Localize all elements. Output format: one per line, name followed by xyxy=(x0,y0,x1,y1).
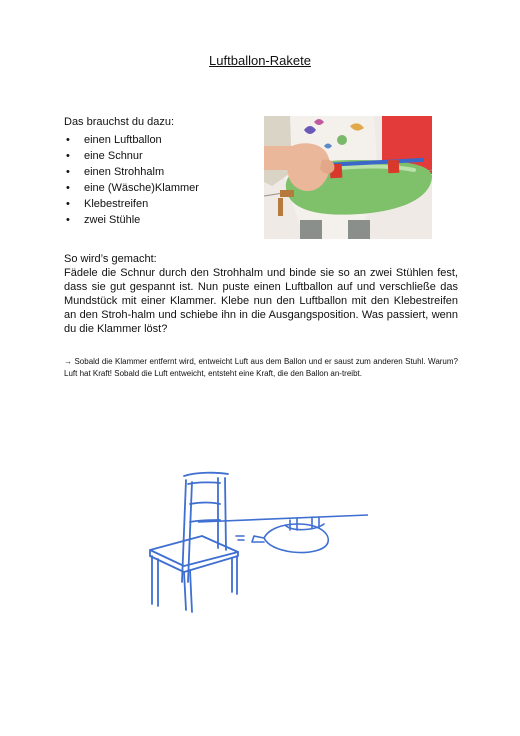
materials-heading: Das brauchst du dazu: xyxy=(64,116,175,128)
chair-balloon-sketch xyxy=(140,462,370,622)
instructions-text: Fädele die Schnur durch den Strohhalm und binde sie so an zwei Stühlen fest, dass sie gut gespannt ist. Nun puste einen Luftballon auf und verschließe das Mundstück mit einer Klammer. Klebe nun den Luftballon mit den Klebestreifen an den Stroh-halm und schiebe ihn in die Ausgangsposition. Was passiert, wenn du die Klammer löst? xyxy=(64,267,458,335)
instructions-heading: So wird’s gemacht: xyxy=(64,253,157,265)
materials-item: • eine (Wäsche)Klammer xyxy=(64,180,244,196)
explanation-section xyxy=(64,356,458,380)
materials-item: • eine Schnur xyxy=(64,148,244,164)
materials-item: • einen Luftballon xyxy=(64,132,244,148)
page-title: Luftballon-Rakete xyxy=(209,53,311,68)
materials-item: • Klebestreifen xyxy=(64,196,244,212)
materials-list xyxy=(64,132,244,228)
materials-item: • zwei Stühle xyxy=(64,212,244,228)
materials-section xyxy=(64,114,244,228)
explanation-text: → Sobald die Klammer entfernt wird, entweicht Luft aus dem Ballon und er saust zum anderen Stuhl. Warum? Luft hat Kraft! Sobald die Luft entweicht, entsteht eine Kraft, die den Ballon an-treibt. xyxy=(64,357,458,378)
instructions-section xyxy=(64,252,458,336)
materials-item: • einen Strohhalm xyxy=(64,164,244,180)
balloon-rocket-photo xyxy=(264,116,432,239)
